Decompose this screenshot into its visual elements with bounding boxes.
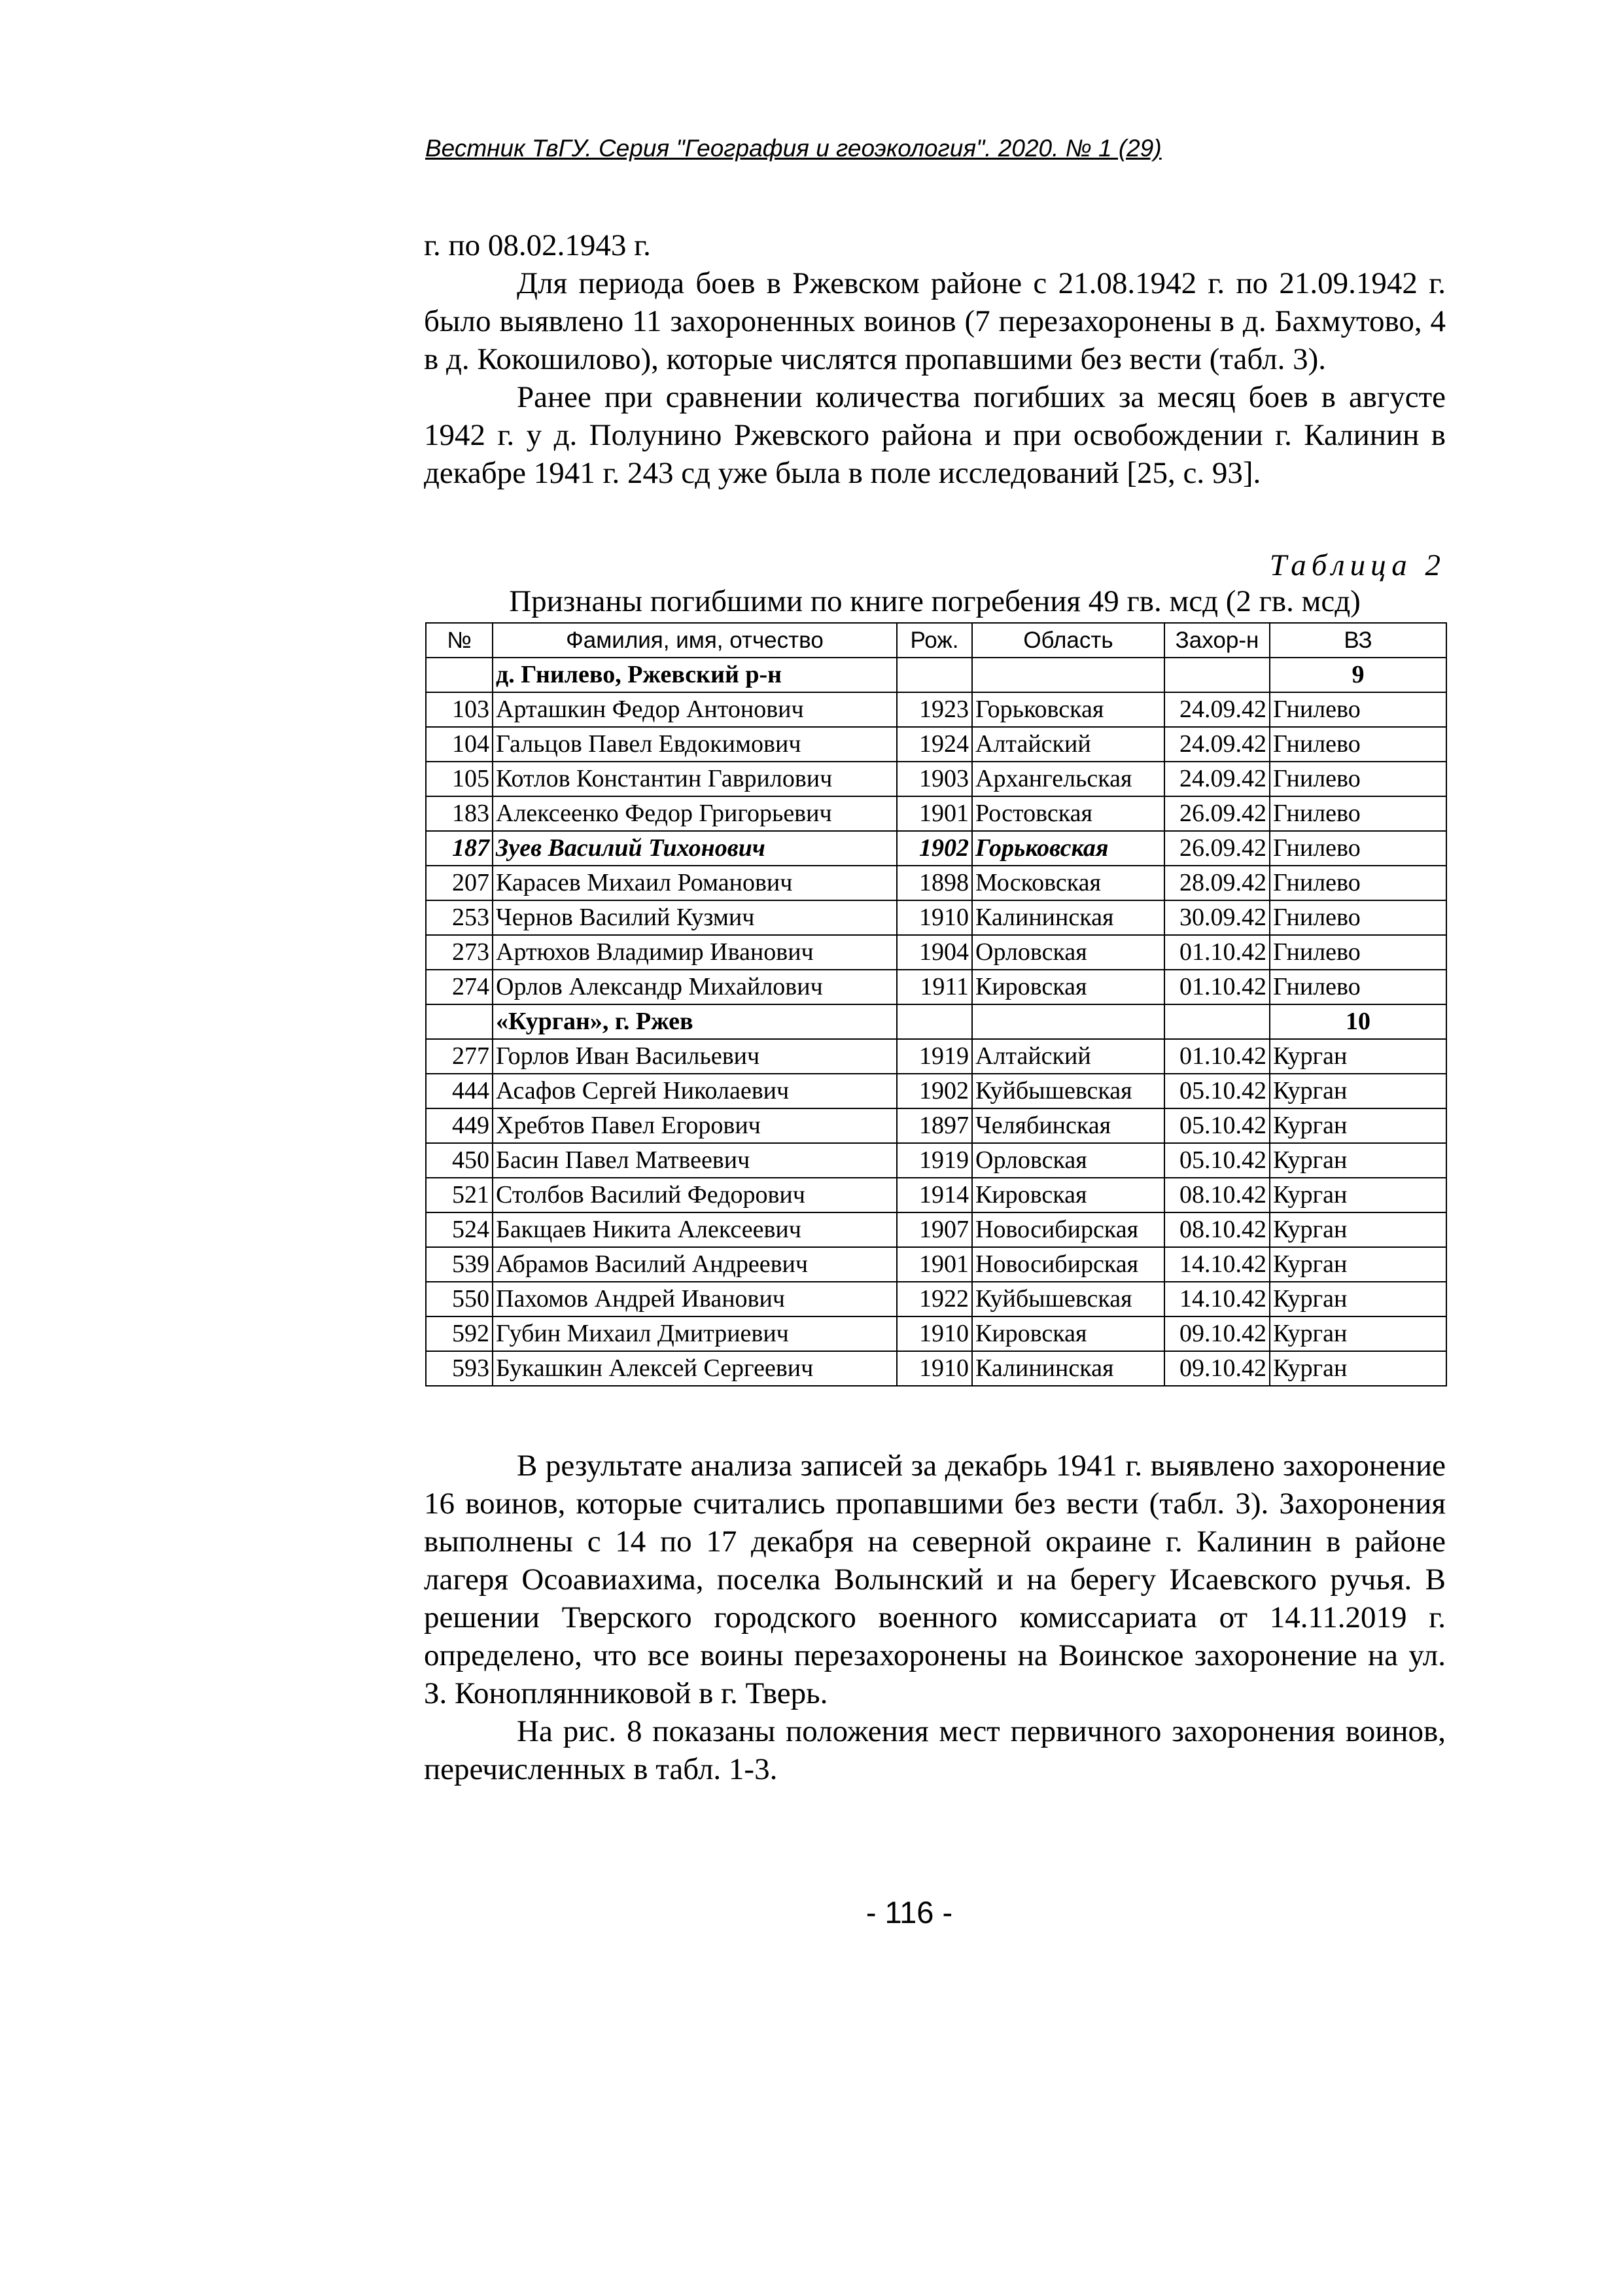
cell-num: 550 bbox=[426, 1282, 493, 1316]
group-row-gnilevo bbox=[426, 658, 1446, 692]
cell-num: 593 bbox=[426, 1351, 493, 1386]
table-row bbox=[426, 1074, 1446, 1108]
cell-year: 1907 bbox=[897, 1212, 972, 1247]
cell-region: Новосибирская bbox=[972, 1247, 1164, 1282]
cell-vz: Курган bbox=[1270, 1212, 1446, 1247]
cell-name: Асафов Сергей Николаевич bbox=[493, 1074, 897, 1108]
cell-name: Губин Михаил Дмитриевич bbox=[493, 1316, 897, 1351]
cell-region: Челябинская bbox=[972, 1108, 1164, 1143]
cell-region: Кировская bbox=[972, 1316, 1164, 1351]
page-number: - 116 - bbox=[865, 1895, 953, 1930]
cell-num: 105 bbox=[426, 762, 493, 796]
cell-num: 253 bbox=[426, 900, 493, 935]
cell-year: 1903 bbox=[897, 762, 972, 796]
group-cell-empty bbox=[426, 658, 493, 692]
cell-region: Куйбышевская bbox=[972, 1282, 1164, 1316]
cell-vz: Гнилево bbox=[1270, 692, 1446, 727]
cell-year: 1910 bbox=[897, 1351, 972, 1386]
cell-name: Зуев Василий Тихонович bbox=[493, 831, 897, 866]
cell-year: 1924 bbox=[897, 727, 972, 762]
cell-region: Алтайский bbox=[972, 727, 1164, 762]
table-header-row bbox=[426, 623, 1446, 658]
cell-name: Арташкин Федор Антонович bbox=[493, 692, 897, 727]
table-row bbox=[426, 900, 1446, 935]
table-row bbox=[426, 1178, 1446, 1212]
paragraph-polunino: Ранее при сравнении количества погибших за месяц боев в августе 1942 г. у д. Полунино Ржевского района и при освобождении г. Калинин в декабре 1941 г. 243 сд уже была в поле исследований [25, с. 93]. bbox=[424, 380, 1446, 490]
cell-region: Горьковская bbox=[972, 831, 1164, 866]
cell-num: 524 bbox=[426, 1212, 493, 1247]
cell-burial-date: 14.10.42 bbox=[1164, 1247, 1270, 1282]
cell-num: 104 bbox=[426, 727, 493, 762]
table-title: Признаны погибшими по книге погребения 49 гв. мсд (2 гв. мсд) bbox=[509, 584, 1361, 618]
cell-name: Бакщаев Никита Алексеевич bbox=[493, 1212, 897, 1247]
cell-vz: Курган bbox=[1270, 1074, 1446, 1108]
table-row bbox=[426, 935, 1446, 970]
cell-burial-date: 05.10.42 bbox=[1164, 1074, 1270, 1108]
group-count: 10 bbox=[1270, 1004, 1446, 1039]
cell-region: Орловская bbox=[972, 935, 1164, 970]
cell-vz: Гнилево bbox=[1270, 762, 1446, 796]
header-vz: ВЗ bbox=[1270, 623, 1446, 658]
cell-region: Калининская bbox=[972, 1351, 1164, 1386]
cell-num: 444 bbox=[426, 1074, 493, 1108]
table-row bbox=[426, 1143, 1446, 1178]
cell-name: Орлов Александр Михайлович bbox=[493, 970, 897, 1004]
cell-vz: Курган bbox=[1270, 1282, 1446, 1316]
cell-vz: Курган bbox=[1270, 1316, 1446, 1351]
cell-region: Куйбышевская bbox=[972, 1074, 1164, 1108]
cell-name: Хребтов Павел Егорович bbox=[493, 1108, 897, 1143]
cell-burial-date: 01.10.42 bbox=[1164, 1039, 1270, 1074]
group-cell-empty bbox=[1164, 1004, 1270, 1039]
cell-burial-date: 09.10.42 bbox=[1164, 1316, 1270, 1351]
table-row bbox=[426, 727, 1446, 762]
cell-year: 1901 bbox=[897, 796, 972, 831]
header-num: № bbox=[426, 623, 493, 658]
cell-num: 539 bbox=[426, 1247, 493, 1282]
group-count: 9 bbox=[1270, 658, 1446, 692]
group-row-kurgan bbox=[426, 1004, 1446, 1039]
cell-burial-date: 05.10.42 bbox=[1164, 1108, 1270, 1143]
cell-year: 1904 bbox=[897, 935, 972, 970]
group-cell-empty bbox=[972, 658, 1164, 692]
cell-region: Новосибирская bbox=[972, 1212, 1164, 1247]
cell-vz: Курган bbox=[1270, 1039, 1446, 1074]
cell-num: 521 bbox=[426, 1178, 493, 1212]
cell-year: 1902 bbox=[897, 831, 972, 866]
group-cell-empty bbox=[426, 1004, 493, 1039]
group-cell-empty bbox=[897, 1004, 972, 1039]
table-row bbox=[426, 1316, 1446, 1351]
cell-year: 1901 bbox=[897, 1247, 972, 1282]
table-row bbox=[426, 831, 1446, 866]
cell-region: Орловская bbox=[972, 1143, 1164, 1178]
cell-year: 1911 bbox=[897, 970, 972, 1004]
table-row bbox=[426, 1212, 1446, 1247]
cell-year: 1897 bbox=[897, 1108, 972, 1143]
cell-num: 207 bbox=[426, 866, 493, 900]
conclusion-text bbox=[424, 1447, 1446, 1788]
cell-burial-date: 08.10.42 bbox=[1164, 1212, 1270, 1247]
cell-num: 183 bbox=[426, 796, 493, 831]
cell-vz: Гнилево bbox=[1270, 970, 1446, 1004]
table-row bbox=[426, 970, 1446, 1004]
cell-region: Московская bbox=[972, 866, 1164, 900]
header-year: Рож. bbox=[897, 623, 972, 658]
paragraph-continuation: г. по 08.02.1943 г. bbox=[424, 228, 651, 262]
cell-vz: Гнилево bbox=[1270, 796, 1446, 831]
table-row bbox=[426, 1039, 1446, 1074]
cell-burial-date: 14.10.42 bbox=[1164, 1282, 1270, 1316]
cell-burial-date: 24.09.42 bbox=[1164, 692, 1270, 727]
cell-vz: Курган bbox=[1270, 1143, 1446, 1178]
cell-year: 1910 bbox=[897, 900, 972, 935]
cell-vz: Гнилево bbox=[1270, 831, 1446, 866]
cell-name: Пахомов Андрей Иванович bbox=[493, 1282, 897, 1316]
table-row bbox=[426, 796, 1446, 831]
cell-vz: Гнилево bbox=[1270, 866, 1446, 900]
cell-region: Архангельская bbox=[972, 762, 1164, 796]
paragraph-rzhev-period: Для периода боев в Ржевском районе с 21.08.1942 г. по 21.09.1942 г. было выявлено 11 захороненных воинов (7 перезахоронены в д. Бахмутово, 4 в д. Кокошилово), которые числятся пропавшими без вести (табл. 3). bbox=[424, 266, 1446, 376]
paragraph-december-1941: В результате анализа записей за декабрь 1941 г. выявлено захоронение 16 воинов, которые считались пропавшими без вести (табл. 3). Захоронения выполнены с 14 по 17 декабря на северной окраине г. Калинин в районе лагеря Осоавиахима, поселка Волынский и на берегу Исаевского ручья. В решении Тверского городского военного комиссариата от 14.11.2019 г. определено, что все воины перезахоронены на Воинское захоронение на ул. З. Коноплянниковой в г. Тверь. bbox=[424, 1449, 1446, 1710]
cell-burial-date: 01.10.42 bbox=[1164, 935, 1270, 970]
intro-text bbox=[424, 226, 1446, 492]
cell-burial-date: 01.10.42 bbox=[1164, 970, 1270, 1004]
table-row bbox=[426, 1351, 1446, 1386]
group-name: «Курган», г. Ржев bbox=[493, 1004, 897, 1039]
cell-vz: Курган bbox=[1270, 1178, 1446, 1212]
group-cell-empty bbox=[972, 1004, 1164, 1039]
cell-name: Карасев Михаил Романович bbox=[493, 866, 897, 900]
cell-vz: Гнилево bbox=[1270, 935, 1446, 970]
cell-region: Кировская bbox=[972, 1178, 1164, 1212]
running-header: Вестник ТвГУ. Серия "География и геоэкология". 2020. № 1 (29) bbox=[425, 135, 1162, 162]
cell-year: 1919 bbox=[897, 1039, 972, 1074]
cell-region: Алтайский bbox=[972, 1039, 1164, 1074]
cell-vz: Гнилево bbox=[1270, 900, 1446, 935]
group-cell-empty bbox=[1164, 658, 1270, 692]
group-cell-empty bbox=[897, 658, 972, 692]
header-name: Фамилия, имя, отчество bbox=[493, 623, 897, 658]
cell-name: Чернов Василий Кузмич bbox=[493, 900, 897, 935]
cell-name: Артюхов Владимир Иванович bbox=[493, 935, 897, 970]
cell-burial-date: 28.09.42 bbox=[1164, 866, 1270, 900]
cell-burial-date: 26.09.42 bbox=[1164, 831, 1270, 866]
burial-table bbox=[425, 622, 1447, 1386]
cell-vz: Курган bbox=[1270, 1247, 1446, 1282]
cell-region: Кировская bbox=[972, 970, 1164, 1004]
cell-year: 1910 bbox=[897, 1316, 972, 1351]
paragraph-figure-reference: На рис. 8 показаны положения мест первичного захоронения воинов, перечисленных в табл. 1-3. bbox=[424, 1714, 1446, 1786]
cell-burial-date: 24.09.42 bbox=[1164, 727, 1270, 762]
cell-burial-date: 26.09.42 bbox=[1164, 796, 1270, 831]
table-row bbox=[426, 692, 1446, 727]
cell-year: 1914 bbox=[897, 1178, 972, 1212]
cell-name: Басин Павел Матвеевич bbox=[493, 1143, 897, 1178]
table-row bbox=[426, 1108, 1446, 1143]
cell-region: Ростовская bbox=[972, 796, 1164, 831]
cell-num: 592 bbox=[426, 1316, 493, 1351]
cell-name: Горлов Иван Васильевич bbox=[493, 1039, 897, 1074]
table-row bbox=[426, 1247, 1446, 1282]
cell-num: 273 bbox=[426, 935, 493, 970]
group-name: д. Гнилево, Ржевский р-н bbox=[493, 658, 897, 692]
header-burial-date: Захор-н bbox=[1164, 623, 1270, 658]
cell-year: 1923 bbox=[897, 692, 972, 727]
cell-vz: Гнилево bbox=[1270, 727, 1446, 762]
cell-year: 1919 bbox=[897, 1143, 972, 1178]
cell-burial-date: 05.10.42 bbox=[1164, 1143, 1270, 1178]
table-body bbox=[426, 658, 1446, 1386]
cell-year: 1902 bbox=[897, 1074, 972, 1108]
cell-num: 274 bbox=[426, 970, 493, 1004]
cell-name: Котлов Константин Гаврилович bbox=[493, 762, 897, 796]
table-label: Таблица 2 bbox=[1269, 548, 1446, 582]
header-region: Область bbox=[972, 623, 1164, 658]
cell-num: 450 bbox=[426, 1143, 493, 1178]
cell-num: 103 bbox=[426, 692, 493, 727]
table-row bbox=[426, 1282, 1446, 1316]
cell-burial-date: 08.10.42 bbox=[1164, 1178, 1270, 1212]
cell-year: 1898 bbox=[897, 866, 972, 900]
cell-num: 449 bbox=[426, 1108, 493, 1143]
cell-name: Букашкин Алексей Сергеевич bbox=[493, 1351, 897, 1386]
cell-vz: Курган bbox=[1270, 1108, 1446, 1143]
cell-burial-date: 09.10.42 bbox=[1164, 1351, 1270, 1386]
cell-num: 277 bbox=[426, 1039, 493, 1074]
cell-name: Столбов Василий Федорович bbox=[493, 1178, 897, 1212]
cell-burial-date: 30.09.42 bbox=[1164, 900, 1270, 935]
cell-burial-date: 24.09.42 bbox=[1164, 762, 1270, 796]
cell-name: Абрамов Василий Андреевич bbox=[493, 1247, 897, 1282]
cell-region: Горьковская bbox=[972, 692, 1164, 727]
cell-region: Калининская bbox=[972, 900, 1164, 935]
table-row bbox=[426, 866, 1446, 900]
cell-vz: Курган bbox=[1270, 1351, 1446, 1386]
cell-year: 1922 bbox=[897, 1282, 972, 1316]
table-row bbox=[426, 762, 1446, 796]
cell-num: 187 bbox=[426, 831, 493, 866]
cell-name: Гальцов Павел Евдокимович bbox=[493, 727, 897, 762]
cell-name: Алексеенко Федор Григорьевич bbox=[493, 796, 897, 831]
